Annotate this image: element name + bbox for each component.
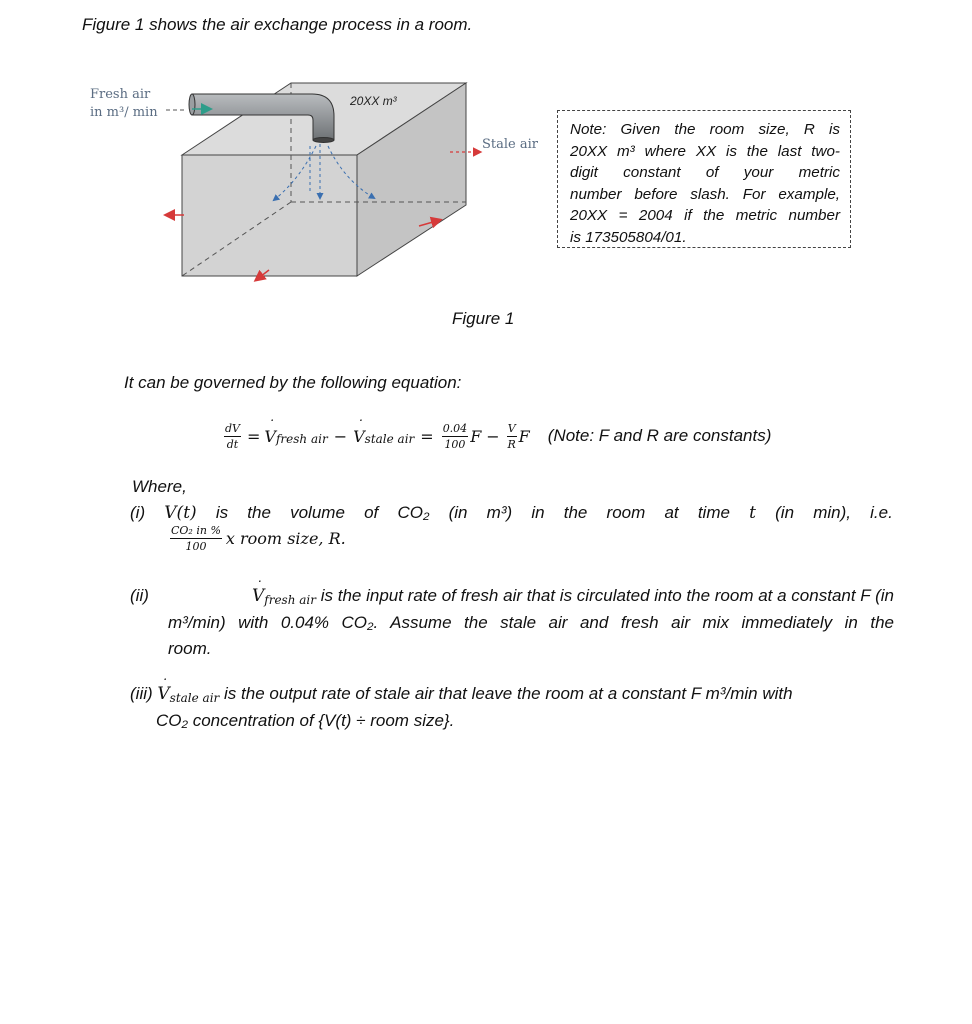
definition-item-1: (i) V(t) is the volume of CO₂ (in m³) in the room at time t (in min), i.e. — [130, 503, 893, 523]
note-line: 20XX m³ where XX is the last two- — [570, 142, 840, 160]
dv-dt-fraction: $\frac{dV}{dt}$ — [225, 421, 240, 451]
note-line: Note: Given the room size, R is — [570, 121, 840, 138]
co2-room-size-expression: $\frac{\text{CO₂ in \%}}{100}$ x room size, R. — [171, 524, 346, 553]
note-line: is 173505804/01. — [570, 228, 687, 246]
definition-item-2: (ii) ˙ Vfresh air is the input rate of fresh air that is circulated into the room at a constant F (in m³/min) with 0.04% CO₂. Assume the stale air and fresh air mix immediately in the room. — [130, 583, 894, 662]
coefficient-fraction: $\frac{0.04}{100}$ — [442, 421, 468, 451]
governing-equation: $\frac{dV}{dt}$ = ˙ V fresh air − ˙ V stale air = $\frac{0.04}{100}$ F − $\frac{V}{R}$ F (Note: F and R are constants) — [222, 416, 771, 456]
fresh-air-label-line1: Fresh air — [90, 87, 151, 102]
room-air-exchange-diagram — [84, 80, 554, 290]
equation-note: (Note: F and R are constants) — [547, 426, 772, 445]
definition-item-3: (iii) ˙ Vstale air is the output rate of stale air that leave the room at a constant F m³/min with CO₂ concentration of {V(t) ÷ room size}. — [130, 681, 894, 734]
note-box — [557, 110, 851, 248]
note-line: digit constant of your metric — [570, 164, 840, 181]
fresh-air-label-line2: in m³/ min — [90, 105, 158, 120]
where-heading: Where, — [132, 477, 187, 496]
stale-air-label: Stale air — [482, 137, 538, 152]
governed-text: It can be governed by the following equation: — [124, 373, 462, 392]
v-over-r-fraction: $\frac{V}{R}$ — [507, 421, 516, 451]
note-line: number before slash. For example, — [570, 185, 840, 203]
room-size-label: 20XX m³ — [350, 94, 397, 108]
note-line: 20XX = 2004 if the metric number — [570, 207, 840, 224]
figure-caption: Figure 1 — [452, 309, 515, 328]
intro-sentence: Figure 1 shows the air exchange process in a room. — [82, 15, 473, 34]
